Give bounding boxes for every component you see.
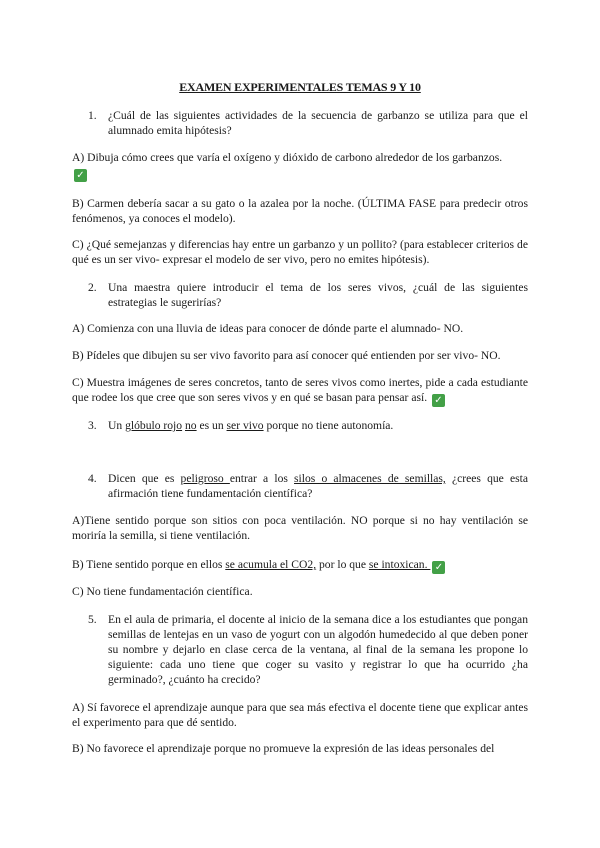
underlined-text: se acumula el CO2, — [225, 558, 317, 571]
q4-option-c: C) No tiene fundamentación científica. — [72, 585, 253, 598]
question-number: 2. — [88, 281, 97, 294]
question-5 — [88, 612, 528, 687]
question-4 — [88, 471, 528, 501]
question-text: Dicen que es peligroso entrar a los silos o almacenes de semillas, ¿crees que esta afirmación tiene fundamentación científica? — [108, 472, 529, 500]
q4-option-b: B) Tiene sentido porque en ellos se acumula el CO2, por lo que se intoxican. ✓ — [72, 557, 528, 574]
question-number: 1. — [88, 109, 97, 122]
underlined-text: ser vivo — [226, 419, 264, 432]
underlined-text: glóbulo rojo — [125, 419, 183, 432]
q5-option-b: B) No favorece el aprendizaje porque no promueve la expresión de las ideas personales del — [72, 742, 495, 755]
underlined-text: silos o almacenes de semillas, — [294, 472, 446, 485]
q2-option-c — [72, 375, 528, 407]
underlined-text: peligroso — [180, 472, 230, 485]
check-mark-icon: ✓ — [432, 394, 445, 407]
underlined-text: se intoxican. — [368, 558, 431, 571]
question-text: En el aula de primaria, el docente al inicio de la semana dice a los estudiantes que pongan semillas de lentejas en un vaso de yogurt con un algodón humedecido al que deben poner su nombre y dejarlo en clase cerca de la ventana, al final de la semana les propone lo siguiente: cada uno tiene que coger su vasito y registrar lo que ha ocurrido ¿ha germinado?, ¿cuánto ha crecido? — [108, 613, 528, 686]
q1-option-a — [72, 150, 528, 182]
question-number: 3. — [88, 419, 97, 432]
q1-option-b: B) Carmen debería sacar a su gato o la azalea por la noche. (ÚLTIMA FASE para predecir otros fenómenos, ya conoces el modelo). — [72, 197, 528, 225]
question-number: 5. — [88, 613, 97, 626]
check-mark-icon: ✓ — [432, 561, 445, 574]
q2-option-b: B) Pídeles que dibujen su ser vivo favorito para así conocer qué entienden por ser vivo- NO. — [72, 349, 501, 362]
page-title: EXAMEN EXPERIMENTALES TEMAS 9 Y 10 — [179, 80, 421, 94]
question-2 — [88, 280, 528, 310]
question-text: Una maestra quiere introducir el tema de los seres vivos, ¿cuál de las siguientes estrategias le sugerirías? — [108, 281, 528, 309]
underlined-text: no — [185, 419, 197, 432]
question-text: Un glóbulo rojo no es un ser vivo porque no tiene autonomía. — [108, 419, 394, 432]
q2-option-a: A) Comienza con una lluvia de ideas para conocer de dónde parte el alumnado- NO. — [72, 322, 464, 335]
question-text: ¿Cuál de las siguientes actividades de la secuencia de garbanzo se utiliza para que el alumnado emita hipótesis? — [108, 109, 528, 137]
option-text: A) Dibuja cómo crees que varía el oxígeno y dióxido de carbono alrededor de los garbanzos. — [72, 151, 503, 164]
check-mark-icon: ✓ — [74, 169, 87, 182]
option-text: C) Muestra imágenes de seres concretos, tanto de seres vivos como inertes, pide a cada estudiante que rodee los que cree que son seres vivos y en qué se basan para pensar así. — [72, 376, 528, 404]
q5-option-a: A) Sí favorece el aprendizaje aunque para que sea más efectiva el docente tiene que explicar antes el experimento para que dé sentido. — [72, 701, 528, 729]
question-1 — [88, 108, 528, 138]
question-number: 4. — [88, 472, 97, 485]
q1-option-c: C) ¿Qué semejanzas y diferencias hay entre un garbanzo y un pollito? (para establecer criterios de qué es un ser vivo- expresar el modelo de ser vivo, pero no emites hipótesis). — [72, 238, 528, 266]
q4-option-a: A)Tiene sentido porque son sitios con poca ventilación. NO porque si no hay ventilación se moriría la semilla, si tiene ventilación. — [72, 514, 528, 542]
question-3 — [88, 418, 528, 433]
